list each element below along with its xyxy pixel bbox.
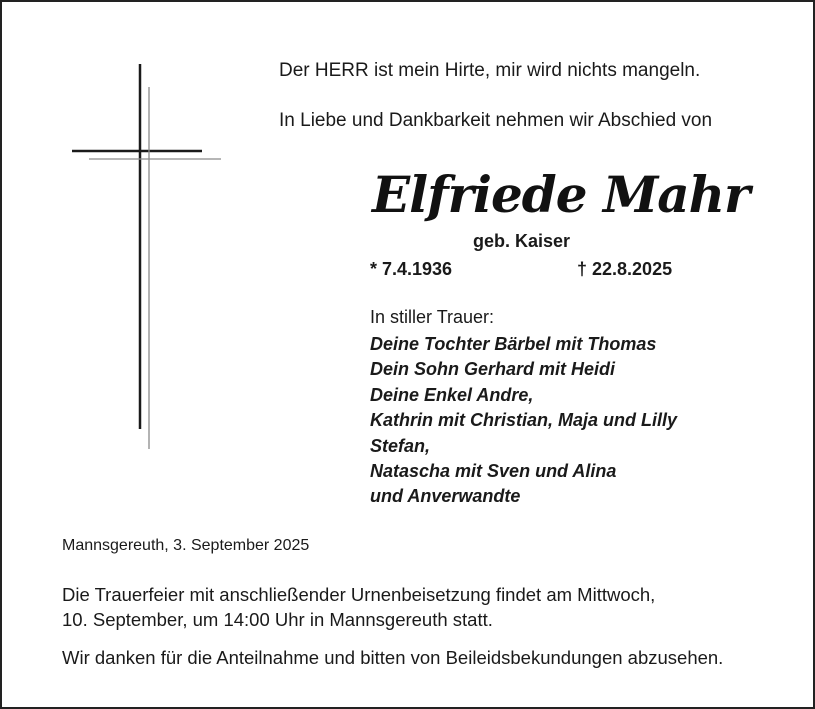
ceremony-info [62,582,655,632]
cross-icon [2,2,242,462]
birth-date: * 7.4.1936 [370,259,453,279]
mourner-line: Deine Enkel Andre, [370,384,534,405]
death-date: † 22.8.2025 [577,259,673,279]
maiden-name: geb. Kaiser [473,231,571,251]
place-date: Mannsgereuth, 3. September 2025 [62,537,310,554]
mourner-line: Natascha mit Sven und Alina [370,461,617,482]
intro-text: In Liebe und Dankbarkeit nehmen wir Abschied von [279,110,713,131]
mourners-list [370,332,677,510]
mourners-heading: In stiller Trauer: [370,307,495,327]
mourner-line: Kathrin mit Christian, Maja und Lilly [370,410,678,431]
mourner-line: und Anverwandte [370,486,521,507]
mourner-line: Stefan, [370,435,431,456]
psalm-verse: Der HERR ist mein Hirte, mir wird nichts mangeln. [279,60,701,81]
ceremony-line: 10. September, um 14:00 Uhr in Mannsgereuth statt. [62,609,493,630]
thanks-note: Wir danken für die Anteilnahme und bitten von Beileidsbekundungen abzusehen. [62,647,724,668]
ceremony-line: Die Trauerfeier mit anschließender Urnenbeisetzung findet am Mittwoch, [62,584,656,605]
mourner-line: Deine Tochter Bärbel mit Thomas [370,334,657,354]
mourner-line: Dein Sohn Gerhard mit Heidi [370,359,616,380]
deceased-name: Elfriede Mahr [372,165,750,224]
